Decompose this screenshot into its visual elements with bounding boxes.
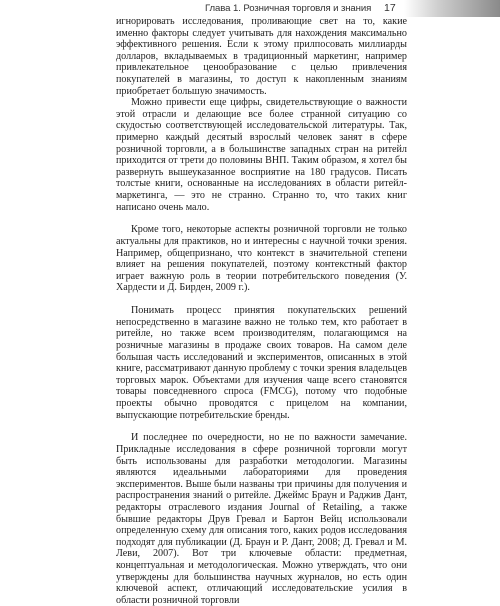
header-gradient-bar (404, 0, 500, 17)
paragraph: игнорировать исследования, проливающие свет на то, какие именно факторы следует учитывать для нахождения максимально эффективного решения. Если к этому прилпосовать миллиарды долларов, вкладываемых в традиционный маркетинг, например привлекательное ценообразование с целью привлечения покупателей в магазины, то доступ к накопленным знаниям приобретает большую значимость. (116, 16, 407, 97)
paragraph: Кроме того, некоторые аспекты розничной торговли не только актуальны для практиков, но и интересны с научной точки зрения. Например, общепризнано, что контекст в значительной степени влияет на решения покупателей, поэтому контекстный фактор играет важную роль в теории потребительского поведения (У. Хардести и Д. Бирден, 2009 г.). (116, 224, 407, 294)
paragraph: Можно привести еще цифры, свидетельствующие о важности этой отрасли и делающие все более странной ситуацию со скудостью соответствующей исследовательской литературы. Так, примерно каждый десятый взрослый человек занят в сфере розничной торговли, а в большинстве западных стран на ритейл приходится от трети до половины ВНП. Таким образом, я хотел бы развернуть вышеуказанное восприятие на 180 градусов. Писать толстые книги, основанные на исследованиях в области ритейл-маркетинга, — это не странно. Странно то, что таких книг написано очень мало. (116, 97, 407, 213)
chapter-title: Глава 1. Розничная торговля и знания (205, 3, 372, 14)
running-header (0, 0, 500, 17)
paragraph: И последнее по очередности, но не по важности замечание. Прикладные исследования в сфере розничной торговли могут быть использованы для разработки методологии. Магазины являются идеальными лабораториями для проведения экспериментов. Выше были названы три причины для получения и распространения знаний о ритейле. Джеймс Браун и Раджив Дант, редакторы отраслевого издания Journal of Retailing, а также бывшие редакторы Друв Гревал и Бартон Вейц использовали определенную схему для описания того, каких родов исследования подходят для публикации (Д. Браун и Р. Дант, 2008; Д. Гревал и М. Леви, 2007). Вот три ключевые области: предметная, концептуальная и методологическая. Можно утверждать, что они утверждены для большинства научных журналов, но есть один ключевой аспект, отличающий исследовательские усилия в области розничной торговли (116, 432, 407, 606)
paragraph: Понимать процесс принятия покупательских решений непосредственно в магазине важно не только тем, кто работает в ритейле, но также всем производителям, полагающимся на розничные магазины в продаже своих товаров. На самом деле большая часть исследований и экспериментов, описанных в этой книге, рассматривают данную проблему с точки зрения владельцев торговых марок. Объектами для изучения чаще всего становятся товары повседневного спроса (FMCG), потому что подобные проекты обычно проводятся с прицелом на компании, выпускающие потребительские бренды. (116, 305, 407, 421)
page-number: 17 (384, 2, 396, 14)
body-text (116, 16, 407, 606)
